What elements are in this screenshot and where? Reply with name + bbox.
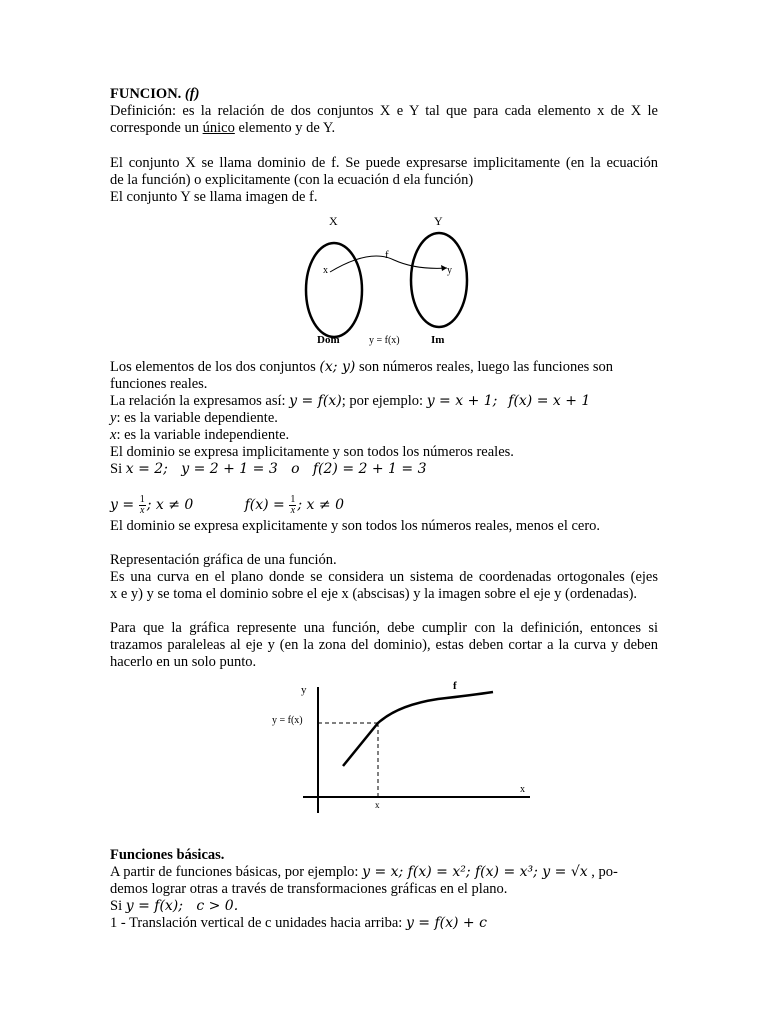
basic-line-1-end: , po- bbox=[587, 864, 618, 880]
frac-eq-1-right: ; x ≠ 0 bbox=[146, 497, 194, 513]
para-line-1: Para que la gráfica represente una función, debe cumplir con la definición, entonces si bbox=[110, 620, 658, 636]
curve-f-label: f bbox=[453, 680, 457, 692]
para-line-2: trazamos paraleleas al eje y (en la zona del dominio), estas deben cortar a la curva y deben bbox=[110, 637, 658, 653]
independent-line bbox=[110, 427, 289, 444]
element-y-label: y bbox=[447, 265, 452, 276]
fraction-2 bbox=[289, 495, 296, 516]
reals-math: (x; y) bbox=[319, 359, 356, 375]
function-curve bbox=[343, 692, 493, 766]
condition-si-word: Si bbox=[110, 898, 126, 914]
basic-functions-heading: Funciones básicas. bbox=[110, 847, 225, 863]
express-line bbox=[110, 393, 590, 410]
definition-line-2 bbox=[110, 120, 335, 137]
image-line: El conjunto Y se llama imagen de f. bbox=[110, 189, 318, 205]
express-text: La relación la expresamos así: bbox=[110, 393, 290, 409]
im-label: Im bbox=[431, 334, 445, 346]
translation-math: y = f(x) + c bbox=[405, 915, 487, 931]
basic-line-1-start: A partir de funciones básicas, por ejemplo: bbox=[110, 864, 363, 880]
element-x-label: x bbox=[323, 265, 328, 276]
reals-line-1-start: Los elementos de los dos conjuntos bbox=[110, 359, 320, 375]
express-math-3: f(x) = x + 1 bbox=[508, 393, 591, 409]
translation-line bbox=[110, 915, 487, 932]
title-text: FUNCION. bbox=[110, 86, 182, 102]
basic-line-2: demos lograr otras a través de transformaciones gráficas en el plano. bbox=[110, 881, 508, 897]
dom-label: Dom bbox=[317, 334, 340, 346]
curve-line-1: Es una curva en el plano donde se considera un sistema de coordenadas ortogonales (ejes bbox=[110, 569, 658, 585]
express-math-1: y = f(x) bbox=[289, 393, 342, 409]
x-axis-label: x bbox=[520, 784, 525, 795]
dependent-var: y bbox=[110, 410, 117, 426]
fraction-2-num: 1 bbox=[290, 494, 296, 506]
example-line bbox=[110, 461, 427, 478]
fraction-1-num: 1 bbox=[139, 494, 145, 506]
mapping-diagram bbox=[290, 210, 490, 350]
implicit-domain-line: El dominio se expresa implicitamente y son todos los números reales. bbox=[110, 444, 514, 460]
independent-var: x bbox=[110, 427, 117, 443]
set-Y-label: Y bbox=[434, 214, 443, 228]
dependent-text: : es la variable dependiente. bbox=[116, 410, 278, 426]
image-set-ellipse bbox=[411, 233, 467, 327]
definition-line-2-start: corresponde un bbox=[110, 120, 203, 136]
x-tick-label: x bbox=[375, 800, 380, 810]
reals-line-2: funciones reales. bbox=[110, 376, 208, 392]
definition-line-1: Definición: es la relación de dos conjuntos X e Y tal que para cada elemento x de X le bbox=[110, 103, 658, 119]
title-symbol: (f) bbox=[184, 86, 200, 102]
set-X-label: X bbox=[329, 214, 338, 228]
y-axis-label: y bbox=[301, 684, 307, 696]
domain-line-2: de la función) o explicitamente (con la ecuación d ela función) bbox=[110, 172, 474, 188]
formula-label: y = f(x) bbox=[369, 335, 400, 346]
si-word: Si bbox=[110, 461, 126, 477]
curve-line-2: x e y) y se toma el dominio sobre el eje x (abscisas) y la imagen sobre el eje y (ordenadas). bbox=[110, 586, 638, 602]
independent-text: : es la variable independiente. bbox=[116, 427, 290, 443]
translation-text: 1 - Translación vertical de c unidades hacia arriba: bbox=[110, 915, 406, 931]
fraction-line bbox=[110, 493, 344, 517]
frac-eq-1-left: y = bbox=[110, 497, 135, 513]
reals-line-1-end: son números reales, luego las funciones son bbox=[355, 359, 614, 375]
example-math: x = 2; y = 2 + 1 = 3 o f(2) = 2 + 1 = 3 bbox=[125, 461, 427, 477]
basic-functions-math: y = x; f(x) = x²; f(x) = x³; y = √x bbox=[362, 864, 588, 880]
y-equals-fx-label: y = f(x) bbox=[272, 715, 303, 726]
explicit-domain-line: El dominio se expresa explicitamente y son todos los números reales, menos el cero. bbox=[110, 518, 601, 534]
domain-set-ellipse bbox=[306, 243, 362, 337]
express-math-2: y = x + 1; bbox=[426, 393, 498, 409]
basic-line-1 bbox=[110, 864, 618, 881]
fraction-2-den: x bbox=[290, 505, 296, 517]
function-title bbox=[110, 86, 199, 103]
reals-line-1 bbox=[110, 359, 613, 376]
unique-word: único bbox=[202, 120, 235, 136]
condition-math: y = f(x); c > 0. bbox=[125, 898, 239, 914]
dependent-line bbox=[110, 410, 278, 427]
map-f-label: f bbox=[385, 249, 389, 261]
definition-line-2-end: elemento y de Y. bbox=[234, 120, 336, 136]
condition-line bbox=[110, 898, 238, 915]
fraction-1 bbox=[139, 495, 146, 516]
frac-eq-2-right: ; x ≠ 0 bbox=[297, 497, 344, 513]
domain-line-1: El conjunto X se llama dominio de f. Se puede expresarse implicitamente (en la ecuación bbox=[110, 155, 658, 171]
para-line-3: hacerlo en un solo punto. bbox=[110, 654, 257, 670]
frac-eq-2-left: f(x) = bbox=[244, 497, 285, 513]
function-graph bbox=[268, 675, 540, 820]
fraction-1-den: x bbox=[139, 505, 145, 517]
express-mid-text: ; por ejemplo: bbox=[341, 393, 427, 409]
graph-title-line: Representación gráfica de una función. bbox=[110, 552, 337, 568]
